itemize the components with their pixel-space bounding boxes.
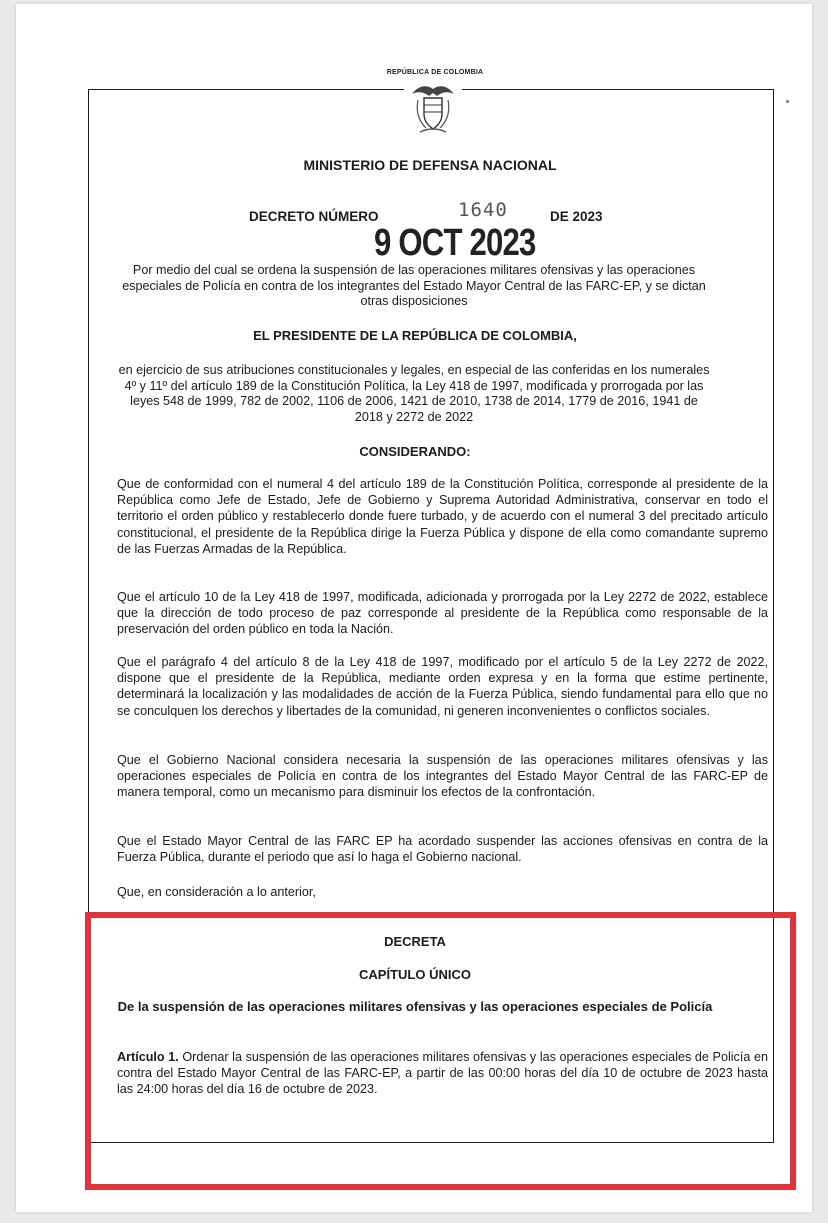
chapter-heading: De la suspensión de las operaciones militares ofensivas y las operaciones especiales de Policía [117, 999, 713, 1014]
republic-header: REPÚBLICA DE COLOMBIA [386, 69, 484, 76]
decree-label: DECRETO NÚMERO [249, 209, 379, 224]
decree-subject: Por medio del cual se ordena la suspensión de las operaciones militares ofensivas y las operaciones especiales de Policía en contra de los integrantes del Estado Mayor Central de las FARC-EP, y se dictan otras disposiciones [122, 263, 706, 308]
highlight-box [85, 912, 796, 1190]
decree-number: 1640 [458, 199, 508, 221]
considering-paragraph: Que el Gobierno Nacional considera necesaria la suspensión de las operaciones militares ofensivas y las operaciones especiales de Policía en contra de los integrantes del Estado Mayor Central de las FARC-EP de manera temporal, como un mecanismo para disminuir los efectos de la confrontación. [117, 753, 768, 800]
article-label: Artículo 1. [117, 1050, 179, 1064]
ministry-title: MINISTERIO DE DEFENSA NACIONAL [303, 157, 557, 173]
colombia-coat-of-arms-icon [404, 80, 462, 136]
considering-paragraph: Que el artículo 10 de la Ley 418 de 1997, modificada, adicionada y prorrogada por la Ley 2272 de 2022, establece que la dirección de todo proceso de paz corresponde al presidente de la República como responsable de la preservación del orden público en toda la Nación. [117, 590, 768, 637]
decreta-title: DECRETA [384, 934, 446, 949]
considering-paragraph: Que el Estado Mayor Central de las FARC EP ha acordado suspender las acciones ofensivas en contra de la Fuerza Pública, durante el periodo que así lo haga el Gobierno nacional. [117, 834, 768, 865]
president-heading: EL PRESIDENTE DE LA REPÚBLICA DE COLOMBIA, [253, 328, 577, 343]
chapter-title: CAPÍTULO ÚNICO [359, 967, 471, 982]
considering-paragraph: Que, en consideración a lo anterior, [117, 885, 316, 899]
considering-paragraph: Que de conformidad con el numeral 4 del artículo 189 de la Constitución Política, corresponde al presidente de la República como Jefe de Estado, Jefe de Gobierno y Suprema Autoridad Administrativa, conservar en todo el territorio el orden público y restablecerlo donde fuere turbado, y de acuerdo con el numeral 3 del precitado artículo constitucional, el presidente de la República dirige la Fuerza Pública y dispone de ella como comandante supremo de las Fuerzas Armadas de la República. [117, 477, 768, 556]
date-stamp: 9 OCT 2023 [374, 222, 536, 264]
considering-paragraph: Que el parágrafo 4 del artículo 8 de la Ley 418 de 1997, modificado por el artículo 5 de la Ley 2272 de 2022, dispone que el presidente de la República, mediante orden expresa y en la forma que estime pertinente, determinará la localización y las modalidades de acción de la Fuerza Pública, siendo fundamental para ello que no se conculquen los derechos y libertades de la comunidad, ni generen inconvenientes o conflictos sociales. [117, 655, 768, 718]
considering-title: CONSIDERANDO: [359, 444, 471, 459]
legal-basis: en ejercicio de sus atribuciones constitucionales y legales, en especial de las conferidas en los numerales 4º y 11º del artículo 189 de la Constitución Política, la Ley 418 de 1997, modificada y prorrogada por las leyes 548 de 1999, 782 de 2002, 1106 de 2006, 1421 de 2010, 1738 de 2014, 1779 de 2016, 1941 de 2018 y 2272 de 2022 [118, 363, 710, 424]
scan-speck [786, 100, 789, 103]
article-text: Ordenar la suspensión de las operaciones militares ofensivas y las operaciones especiales de Policía en contra del Estado Mayor Central de las FARC-EP, a partir de las 00:00 horas del día 10 de octubre de 2023 hasta las 24:00 horas del día 16 de octubre de 2023. [117, 1050, 768, 1097]
decree-year: DE 2023 [550, 209, 603, 224]
